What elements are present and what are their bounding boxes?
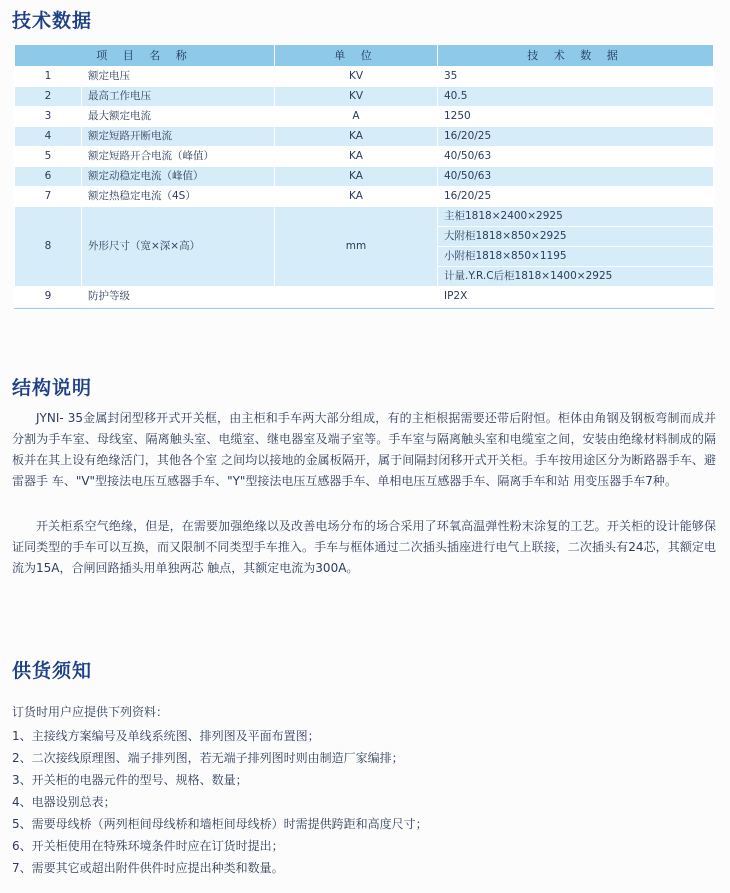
list-item: 7、需要其它或超出附件供件时应提出种类和数量。	[12, 861, 284, 875]
list-item: 2、二次接线原理图、端子排列图，若无端子排列图时则由制造厂家编排；	[12, 751, 404, 765]
supply-title: 供货须知	[12, 660, 93, 682]
row-name: 最大额定电流	[82, 107, 275, 127]
row-name: 最高工作电压	[82, 87, 275, 107]
structure-paragraph-1: JYNI- 35金属封闭型移开式开关框，由主柜和手车两大部分组成，有的主柜根据需要还带后附恒。柜体由角钢及钢板弯制而成并分割为手车室、母线室、隔离触头室、电缆室、继电器室及端子室等。手车室与隔离触头室和电缆室之间，安装由绝缘材料制成的隔板并在其上设有绝缘活门，其他各个室 之间均以接地的金属板隔开，属于间隔封闭移开式开关柜。手车按用途区分为断路器手车、避雷器手 车、"V"型接法电压互感器手车、"Y"型接法电压互感器手车、单相电压互感器手车、隔离手车和站 用变压器手车7种。	[12, 411, 716, 488]
row-unit: A	[275, 107, 438, 127]
row-number: 6	[15, 167, 82, 187]
row-value: 40/50/63	[438, 147, 714, 167]
tech-data-title: 技术数据	[12, 10, 93, 32]
row-number: 1	[15, 67, 82, 87]
header-tech-data: 技 术 数 据	[438, 45, 714, 67]
row-name: 额定短路开合电流（峰值）	[82, 147, 275, 167]
table-row	[15, 127, 714, 147]
list-item: 6、开关柜使用在特殊环境条件时应在订货时提出；	[12, 839, 284, 853]
row-number: 5	[15, 147, 82, 167]
row-unit: KA	[275, 187, 438, 207]
row-value: 1250	[438, 107, 714, 127]
row-number: 7	[15, 187, 82, 207]
row-value: 16/20/25	[438, 127, 714, 147]
row-name: 额定短路开断电流	[82, 127, 275, 147]
tech-data-table	[14, 44, 714, 307]
structure-paragraph-2: 开关柜系空气绝缘，但是，在需要加强绝缘以及改善电场分布的场合采用了环氧高温弹性粉末涂复的工艺。开关柜的设计能够保证同类型的手车可以互换，而又限制不同类型手车推入。手车与框体通过二次插头插座进行电气上联接，二次插头有24芯，其额定电流为15A，合闸回路插头用单独两芯 触点，其额定电流为300A。	[12, 519, 716, 575]
row-unit: KV	[275, 67, 438, 87]
row-name: 额定动稳定电流（峰值）	[82, 167, 275, 187]
structure-title: 结构说明	[12, 377, 93, 399]
table-row	[15, 147, 714, 167]
row-number: 9	[15, 287, 82, 307]
row-value: 35	[438, 67, 714, 87]
list-item: 4、电器设别总表；	[12, 795, 116, 809]
row-number: 4	[15, 127, 82, 147]
row-unit: KA	[275, 127, 438, 147]
row-value-main-cabinet: 主柜1818×2400×2925	[438, 207, 714, 227]
row-name: 防护等级	[82, 287, 275, 307]
row-number: 2	[15, 87, 82, 107]
row-value: 40.5	[438, 87, 714, 107]
table-row	[15, 107, 714, 127]
row-value-small-aux: 小附柜1818×850×1195	[438, 247, 714, 267]
row-value-large-aux: 大附柜1818×850×2925	[438, 227, 714, 247]
table-row	[15, 167, 714, 187]
list-item: 5、需要母线桥（两列柜间母线桥和墙柜间母线桥）时需提供跨距和高度尺寸；	[12, 817, 428, 831]
header-unit: 单 位	[275, 45, 438, 67]
row-name: 额定电压	[82, 67, 275, 87]
list-item: 3、开关柜的电器元件的型号、规格、数量；	[12, 773, 248, 787]
table-row	[15, 67, 714, 87]
row-name: 额定热稳定电流（4S）	[82, 187, 275, 207]
row-unit: KA	[275, 167, 438, 187]
row-value: 40/50/63	[438, 167, 714, 187]
table-row	[15, 287, 714, 307]
row-unit: KV	[275, 87, 438, 107]
table-row	[15, 87, 714, 107]
row-number: 8	[15, 207, 82, 287]
list-item: 1、主接线方案编号及单线系统图、排列图及平面布置图；	[12, 729, 320, 743]
table-row-dimensions	[15, 207, 714, 227]
row-unit: KA	[275, 147, 438, 167]
supply-intro: 订货时用户应提供下列资料：	[12, 705, 169, 719]
table-bottom-divider	[14, 308, 714, 309]
table-row	[15, 187, 714, 207]
row-value-metering: 计量.Y.R.C后柜1818×1400×2925	[438, 267, 714, 287]
supply-list	[12, 725, 428, 879]
header-item-name: 项 目 名 称	[15, 45, 275, 67]
row-name: 外形尺寸（宽×深×高）	[82, 207, 275, 287]
row-value: 16/20/25	[438, 187, 714, 207]
row-value: IP2X	[438, 287, 714, 307]
row-number: 3	[15, 107, 82, 127]
table-header-row	[15, 45, 714, 67]
row-unit: mm	[275, 207, 438, 287]
row-unit	[275, 287, 438, 307]
